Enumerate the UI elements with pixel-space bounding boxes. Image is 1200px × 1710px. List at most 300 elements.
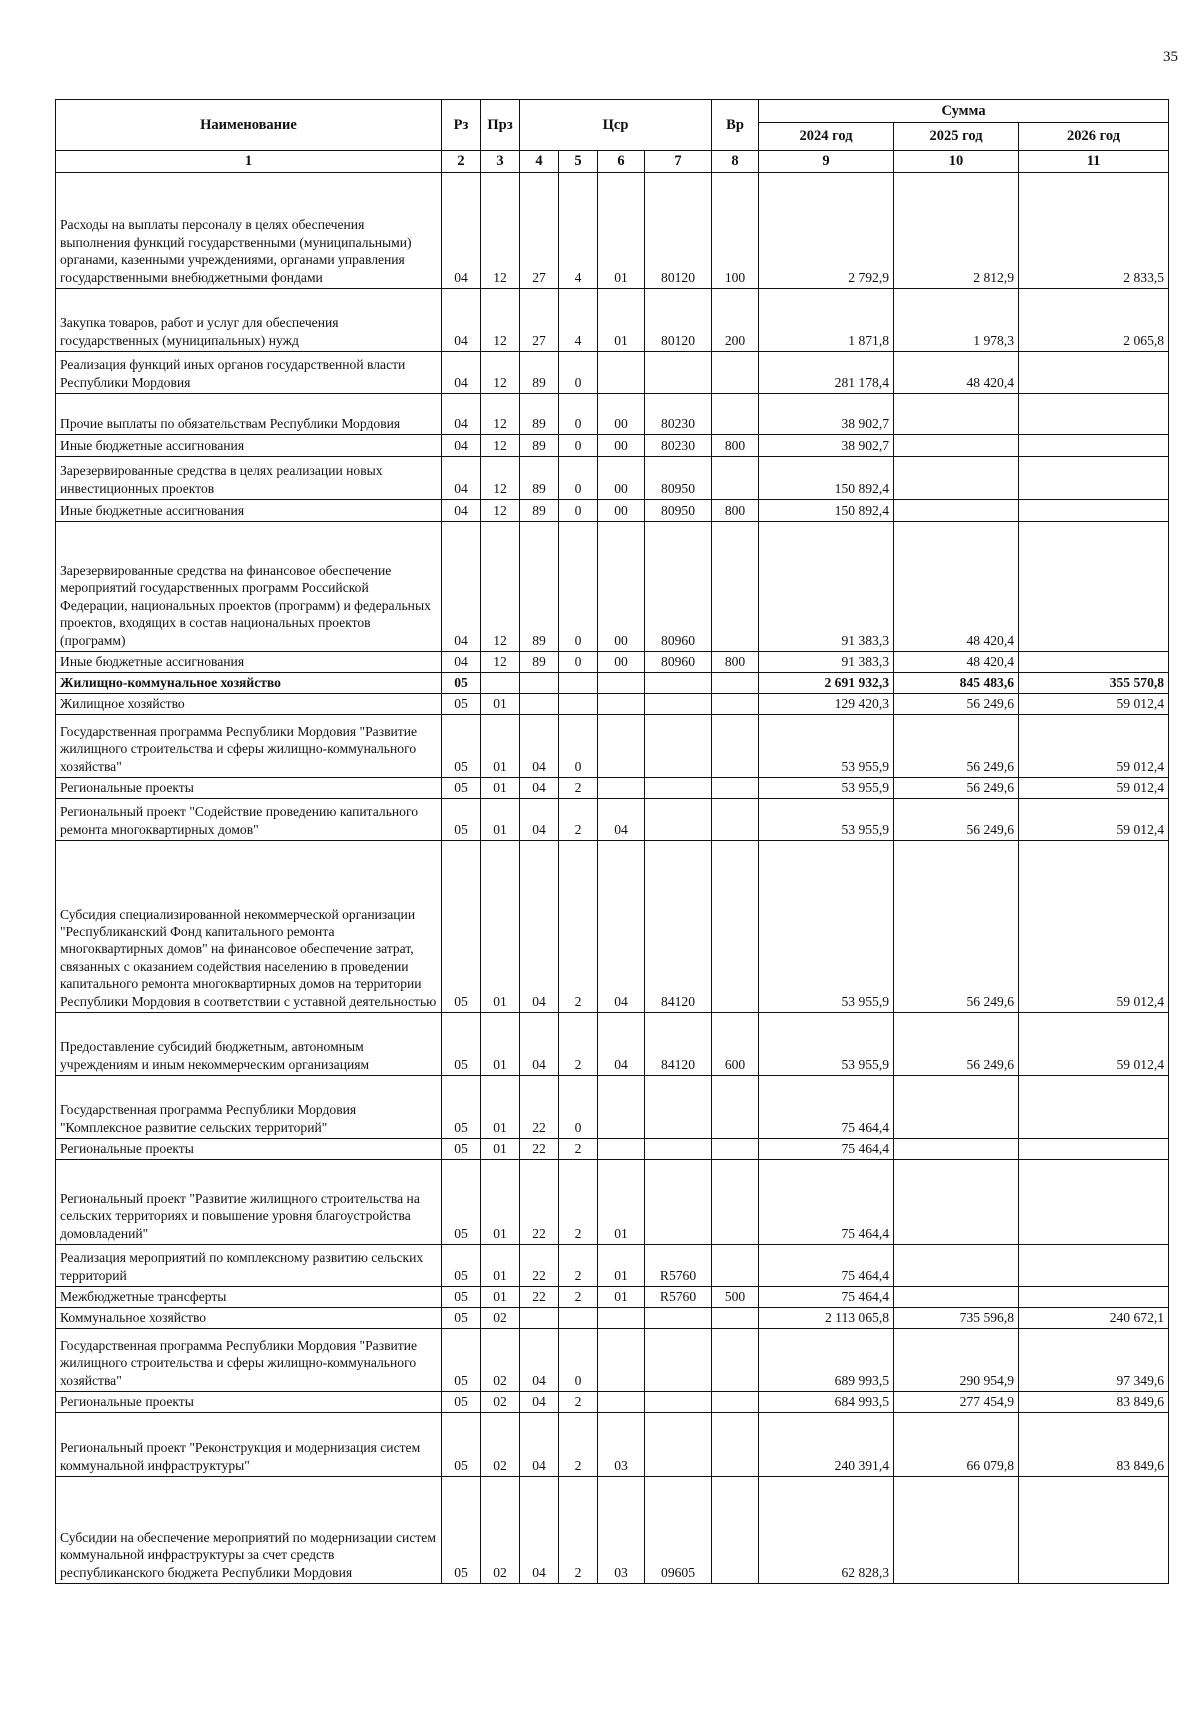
row-prz: 01 (481, 715, 520, 778)
table-row (56, 457, 1169, 500)
row-csr-subprogram (598, 1392, 645, 1413)
row-vr: 100 (712, 173, 759, 289)
row-prz: 02 (481, 1392, 520, 1413)
row-name: Региональный проект "Развитие жилищного строительства на сельских территориях и повышение уровня благоустройства домовладений" (56, 1160, 442, 1245)
header-index: 7 (645, 151, 712, 173)
row-sum-2024: 2 113 065,8 (759, 1308, 894, 1329)
row-csr-program: 22 (520, 1076, 559, 1139)
row-csr-subprogram: 03 (598, 1477, 645, 1584)
row-vr: 800 (712, 652, 759, 673)
row-name: Региональные проекты (56, 1392, 442, 1413)
row-sum-2024: 684 993,5 (759, 1392, 894, 1413)
table-row (56, 1329, 1169, 1392)
row-csr-type: 0 (559, 435, 598, 457)
row-vr (712, 1477, 759, 1584)
row-name: Жилищное хозяйство (56, 694, 442, 715)
row-vr (712, 522, 759, 652)
row-csr-direction: 80950 (645, 457, 712, 500)
row-csr-type: 0 (559, 522, 598, 652)
header-index: 10 (894, 151, 1019, 173)
row-sum-2026 (1019, 1287, 1169, 1308)
row-csr-direction: R5760 (645, 1245, 712, 1287)
row-csr-type: 2 (559, 799, 598, 841)
row-name: Расходы на выплаты персоналу в целях обеспечения выполнения функций государственными (муниципальными) органами, казенными учреждениями, органами управления государственными внебюджетными фондами (56, 173, 442, 289)
row-csr-subprogram: 04 (598, 1013, 645, 1076)
row-sum-2025 (894, 457, 1019, 500)
row-sum-2025: 56 249,6 (894, 841, 1019, 1013)
row-csr-direction (645, 1076, 712, 1139)
row-name: Прочие выплаты по обязательствам Республики Мордовия (56, 394, 442, 435)
row-csr-subprogram: 00 (598, 394, 645, 435)
table-row (56, 841, 1169, 1013)
row-csr-program: 22 (520, 1139, 559, 1160)
row-csr-direction: 80120 (645, 173, 712, 289)
row-name: Субсидия специализированной некоммерческой организации "Республиканский Фонд капитального ремонта многоквартирных домов" на финансовое обеспечение затрат, связанных с оказанием содействия населению в проведении капитального ремонта многоквартирных домов на территории Республики Мордовия в соответствии с уставной деятельностью (56, 841, 442, 1013)
row-csr-direction (645, 1413, 712, 1477)
row-vr: 500 (712, 1287, 759, 1308)
table-row (56, 778, 1169, 799)
row-sum-2024: 53 955,9 (759, 799, 894, 841)
row-name: Иные бюджетные ассигнования (56, 500, 442, 522)
row-sum-2026: 59 012,4 (1019, 778, 1169, 799)
row-rz: 05 (442, 694, 481, 715)
row-sum-2026: 2 833,5 (1019, 173, 1169, 289)
row-sum-2024: 91 383,3 (759, 652, 894, 673)
row-csr-direction: 80950 (645, 500, 712, 522)
row-csr-type: 2 (559, 1245, 598, 1287)
row-name: Государственная программа Республики Мордовия "Развитие жилищного строительства и сферы жилищно-коммунального хозяйства" (56, 1329, 442, 1392)
row-vr (712, 1392, 759, 1413)
row-sum-2025: 277 454,9 (894, 1392, 1019, 1413)
table-row (56, 694, 1169, 715)
row-sum-2024: 38 902,7 (759, 435, 894, 457)
row-sum-2026: 59 012,4 (1019, 1013, 1169, 1076)
row-sum-2025: 48 420,4 (894, 522, 1019, 652)
row-csr-subprogram: 01 (598, 289, 645, 352)
row-sum-2024: 689 993,5 (759, 1329, 894, 1392)
row-csr-program: 04 (520, 1392, 559, 1413)
row-csr-direction (645, 1329, 712, 1392)
row-csr-type: 0 (559, 1329, 598, 1392)
table-row (56, 1392, 1169, 1413)
header-vr: Вр (712, 100, 759, 151)
row-csr-type (559, 1308, 598, 1329)
table-row (56, 1245, 1169, 1287)
row-csr-subprogram: 04 (598, 841, 645, 1013)
row-sum-2025 (894, 435, 1019, 457)
row-sum-2025: 290 954,9 (894, 1329, 1019, 1392)
row-csr-program: 89 (520, 394, 559, 435)
row-rz: 05 (442, 1392, 481, 1413)
row-sum-2026 (1019, 500, 1169, 522)
row-csr-direction (645, 1308, 712, 1329)
row-sum-2024: 91 383,3 (759, 522, 894, 652)
header-index: 5 (559, 151, 598, 173)
row-name: Государственная программа Республики Мордовия "Развитие жилищного строительства и сферы жилищно-коммунального хозяйства" (56, 715, 442, 778)
row-prz: 12 (481, 173, 520, 289)
row-vr (712, 1245, 759, 1287)
row-sum-2026 (1019, 435, 1169, 457)
row-rz: 04 (442, 352, 481, 394)
row-sum-2024: 2 691 932,3 (759, 673, 894, 694)
row-sum-2025: 48 420,4 (894, 352, 1019, 394)
row-sum-2024: 53 955,9 (759, 715, 894, 778)
row-vr (712, 778, 759, 799)
header-index: 11 (1019, 151, 1169, 173)
row-name: Государственная программа Республики Мордовия "Комплексное развитие сельских территорий" (56, 1076, 442, 1139)
row-sum-2024: 75 464,4 (759, 1287, 894, 1308)
row-csr-subprogram (598, 1076, 645, 1139)
row-sum-2024: 75 464,4 (759, 1160, 894, 1245)
row-csr-type: 0 (559, 715, 598, 778)
row-csr-subprogram: 01 (598, 1245, 645, 1287)
table-row (56, 394, 1169, 435)
header-index: 4 (520, 151, 559, 173)
row-name: Субсидии на обеспечение мероприятий по модернизации систем коммунальной инфраструктуры за счет средств республиканского бюджета Республики Мордовия (56, 1477, 442, 1584)
row-sum-2026 (1019, 1245, 1169, 1287)
row-prz: 02 (481, 1308, 520, 1329)
table-body (56, 173, 1169, 1584)
table-row (56, 799, 1169, 841)
row-vr (712, 1076, 759, 1139)
row-name: Региональные проекты (56, 778, 442, 799)
row-csr-program: 27 (520, 289, 559, 352)
row-csr-direction: 80960 (645, 652, 712, 673)
row-csr-subprogram (598, 352, 645, 394)
table-row (56, 652, 1169, 673)
row-csr-program: 89 (520, 457, 559, 500)
table-row (56, 173, 1169, 289)
header-name: Наименование (56, 100, 442, 151)
row-csr-type: 2 (559, 1477, 598, 1584)
row-rz: 05 (442, 1013, 481, 1076)
row-csr-subprogram (598, 1308, 645, 1329)
row-csr-subprogram: 00 (598, 457, 645, 500)
header-year-2024: 2024 год (759, 123, 894, 151)
row-sum-2024: 240 391,4 (759, 1413, 894, 1477)
page-number: 35 (1163, 49, 1178, 65)
row-sum-2024: 1 871,8 (759, 289, 894, 352)
row-rz: 04 (442, 500, 481, 522)
row-sum-2025: 1 978,3 (894, 289, 1019, 352)
row-vr (712, 1329, 759, 1392)
row-sum-2026 (1019, 352, 1169, 394)
row-csr-type: 2 (559, 1160, 598, 1245)
row-prz: 12 (481, 652, 520, 673)
row-sum-2026: 59 012,4 (1019, 799, 1169, 841)
table-row (56, 522, 1169, 652)
table-row (56, 500, 1169, 522)
row-csr-program: 04 (520, 799, 559, 841)
header-year-2026: 2026 год (1019, 123, 1169, 151)
header-index-row (56, 151, 1169, 173)
row-csr-program: 04 (520, 1477, 559, 1584)
row-vr: 600 (712, 1013, 759, 1076)
row-csr-type: 0 (559, 500, 598, 522)
row-sum-2025: 56 249,6 (894, 715, 1019, 778)
row-sum-2025: 845 483,6 (894, 673, 1019, 694)
row-csr-direction: 09605 (645, 1477, 712, 1584)
row-rz: 05 (442, 778, 481, 799)
row-csr-program: 89 (520, 500, 559, 522)
row-rz: 05 (442, 1160, 481, 1245)
row-sum-2025 (894, 1139, 1019, 1160)
table-row (56, 673, 1169, 694)
row-csr-direction (645, 673, 712, 694)
row-sum-2025 (894, 1287, 1019, 1308)
row-prz: 02 (481, 1477, 520, 1584)
row-rz: 04 (442, 289, 481, 352)
row-prz: 02 (481, 1329, 520, 1392)
row-csr-subprogram: 00 (598, 652, 645, 673)
row-rz: 05 (442, 799, 481, 841)
row-csr-program (520, 694, 559, 715)
row-sum-2024: 53 955,9 (759, 841, 894, 1013)
header-index: 6 (598, 151, 645, 173)
row-sum-2025: 56 249,6 (894, 1013, 1019, 1076)
row-csr-subprogram: 04 (598, 799, 645, 841)
header-index: 8 (712, 151, 759, 173)
row-prz: 01 (481, 1076, 520, 1139)
row-csr-direction: R5760 (645, 1287, 712, 1308)
row-sum-2026: 240 672,1 (1019, 1308, 1169, 1329)
row-sum-2025 (894, 1245, 1019, 1287)
row-sum-2025: 735 596,8 (894, 1308, 1019, 1329)
row-csr-direction (645, 352, 712, 394)
row-prz (481, 673, 520, 694)
row-prz: 12 (481, 352, 520, 394)
row-sum-2026: 59 012,4 (1019, 841, 1169, 1013)
row-rz: 05 (442, 1139, 481, 1160)
row-sum-2026 (1019, 1076, 1169, 1139)
row-vr (712, 841, 759, 1013)
row-name: Жилищно-коммунальное хозяйство (56, 673, 442, 694)
row-csr-type: 4 (559, 289, 598, 352)
row-csr-subprogram: 01 (598, 1287, 645, 1308)
row-sum-2026: 83 849,6 (1019, 1413, 1169, 1477)
header-index: 2 (442, 151, 481, 173)
row-sum-2026 (1019, 457, 1169, 500)
row-sum-2026 (1019, 652, 1169, 673)
budget-table (55, 99, 1169, 1584)
row-sum-2025: 56 249,6 (894, 778, 1019, 799)
row-name: Зарезервированные средства на финансовое обеспечение мероприятий государственных программ Российской Федерации, национальных проектов (программ) и федеральных проектов, входящих в состав национальных проектов (программ) (56, 522, 442, 652)
row-prz: 01 (481, 778, 520, 799)
row-csr-subprogram: 01 (598, 1160, 645, 1245)
row-csr-program: 04 (520, 1413, 559, 1477)
row-vr (712, 673, 759, 694)
table-row (56, 352, 1169, 394)
row-vr: 800 (712, 500, 759, 522)
row-csr-program (520, 673, 559, 694)
row-csr-direction: 80120 (645, 289, 712, 352)
row-rz: 05 (442, 1245, 481, 1287)
table-row (56, 1308, 1169, 1329)
row-csr-program: 22 (520, 1245, 559, 1287)
table-header (56, 100, 1169, 173)
header-sum: Сумма (759, 100, 1169, 123)
row-csr-type (559, 673, 598, 694)
row-csr-type: 2 (559, 841, 598, 1013)
row-vr (712, 352, 759, 394)
row-sum-2024: 75 464,4 (759, 1139, 894, 1160)
row-sum-2025: 56 249,6 (894, 694, 1019, 715)
row-rz: 05 (442, 1477, 481, 1584)
row-vr (712, 715, 759, 778)
table-row (56, 289, 1169, 352)
row-csr-type: 0 (559, 457, 598, 500)
row-sum-2024: 53 955,9 (759, 778, 894, 799)
table-row (56, 1413, 1169, 1477)
row-csr-program: 89 (520, 352, 559, 394)
table-row (56, 1013, 1169, 1076)
header-csr: Цср (520, 100, 712, 151)
row-sum-2024: 2 792,9 (759, 173, 894, 289)
row-name: Региональный проект "Реконструкция и модернизация систем коммунальной инфраструктуры" (56, 1413, 442, 1477)
row-csr-direction (645, 694, 712, 715)
row-rz: 05 (442, 1287, 481, 1308)
row-csr-type: 2 (559, 1392, 598, 1413)
row-rz: 05 (442, 1413, 481, 1477)
row-sum-2026: 59 012,4 (1019, 715, 1169, 778)
row-csr-program: 22 (520, 1160, 559, 1245)
row-sum-2024: 75 464,4 (759, 1076, 894, 1139)
row-vr (712, 1308, 759, 1329)
row-sum-2025 (894, 1477, 1019, 1584)
row-csr-direction (645, 1392, 712, 1413)
row-vr (712, 394, 759, 435)
row-rz: 04 (442, 652, 481, 673)
row-sum-2026: 2 065,8 (1019, 289, 1169, 352)
row-sum-2025: 66 079,8 (894, 1413, 1019, 1477)
row-prz: 12 (481, 457, 520, 500)
row-sum-2025: 56 249,6 (894, 799, 1019, 841)
row-csr-type: 2 (559, 1287, 598, 1308)
row-sum-2024: 150 892,4 (759, 457, 894, 500)
row-rz: 05 (442, 673, 481, 694)
row-sum-2024: 53 955,9 (759, 1013, 894, 1076)
table-row (56, 1477, 1169, 1584)
row-csr-program: 89 (520, 522, 559, 652)
row-name: Межбюджетные трансферты (56, 1287, 442, 1308)
row-sum-2024: 150 892,4 (759, 500, 894, 522)
row-csr-direction: 80230 (645, 394, 712, 435)
row-prz: 01 (481, 1160, 520, 1245)
row-prz: 01 (481, 694, 520, 715)
row-rz: 05 (442, 715, 481, 778)
row-csr-subprogram (598, 715, 645, 778)
row-vr (712, 1160, 759, 1245)
row-vr (712, 1139, 759, 1160)
row-prz: 12 (481, 289, 520, 352)
row-sum-2025 (894, 394, 1019, 435)
row-csr-program: 04 (520, 1013, 559, 1076)
row-csr-direction: 84120 (645, 841, 712, 1013)
row-name: Зарезервированные средства в целях реализации новых инвестиционных проектов (56, 457, 442, 500)
row-csr-direction: 80230 (645, 435, 712, 457)
row-prz: 02 (481, 1413, 520, 1477)
row-csr-subprogram (598, 694, 645, 715)
row-csr-program: 89 (520, 435, 559, 457)
table-row (56, 715, 1169, 778)
row-csr-type: 0 (559, 352, 598, 394)
row-name: Региональные проекты (56, 1139, 442, 1160)
row-name: Предоставление субсидий бюджетным, автономным учреждениям и иным некоммерческим организациям (56, 1013, 442, 1076)
row-rz: 04 (442, 522, 481, 652)
row-rz: 04 (442, 173, 481, 289)
row-prz: 12 (481, 394, 520, 435)
row-csr-direction (645, 799, 712, 841)
header-index: 9 (759, 151, 894, 173)
row-sum-2026 (1019, 1477, 1169, 1584)
row-sum-2024: 38 902,7 (759, 394, 894, 435)
header-index: 1 (56, 151, 442, 173)
row-csr-direction (645, 715, 712, 778)
row-prz: 12 (481, 500, 520, 522)
row-csr-direction: 80960 (645, 522, 712, 652)
row-sum-2026: 83 849,6 (1019, 1392, 1169, 1413)
row-name: Коммунальное хозяйство (56, 1308, 442, 1329)
row-csr-subprogram (598, 673, 645, 694)
table-row (56, 435, 1169, 457)
row-vr: 200 (712, 289, 759, 352)
row-csr-program: 04 (520, 715, 559, 778)
row-rz: 04 (442, 435, 481, 457)
row-sum-2025 (894, 1076, 1019, 1139)
row-csr-program (520, 1308, 559, 1329)
row-vr (712, 694, 759, 715)
row-csr-type: 2 (559, 778, 598, 799)
row-prz: 01 (481, 1013, 520, 1076)
row-csr-subprogram: 00 (598, 500, 645, 522)
row-csr-type: 2 (559, 1013, 598, 1076)
row-sum-2024: 129 420,3 (759, 694, 894, 715)
row-sum-2026 (1019, 1160, 1169, 1245)
row-csr-direction (645, 778, 712, 799)
row-prz: 01 (481, 799, 520, 841)
row-csr-program: 04 (520, 1329, 559, 1392)
row-sum-2026 (1019, 394, 1169, 435)
row-csr-type: 4 (559, 173, 598, 289)
row-csr-subprogram: 03 (598, 1413, 645, 1477)
row-sum-2026 (1019, 1139, 1169, 1160)
header-year-2025: 2025 год (894, 123, 1019, 151)
header-prz: Прз (481, 100, 520, 151)
row-csr-type: 0 (559, 1076, 598, 1139)
row-csr-program: 89 (520, 652, 559, 673)
row-csr-direction (645, 1160, 712, 1245)
row-csr-subprogram (598, 778, 645, 799)
table-row (56, 1076, 1169, 1139)
row-sum-2026: 97 349,6 (1019, 1329, 1169, 1392)
row-csr-type: 0 (559, 394, 598, 435)
row-sum-2026: 59 012,4 (1019, 694, 1169, 715)
table-row (56, 1160, 1169, 1245)
row-rz: 05 (442, 1076, 481, 1139)
row-csr-direction: 84120 (645, 1013, 712, 1076)
row-rz: 04 (442, 457, 481, 500)
row-csr-type: 2 (559, 1139, 598, 1160)
row-csr-program: 22 (520, 1287, 559, 1308)
row-name: Иные бюджетные ассигнования (56, 435, 442, 457)
row-sum-2026: 355 570,8 (1019, 673, 1169, 694)
row-csr-subprogram: 00 (598, 522, 645, 652)
header-index: 3 (481, 151, 520, 173)
row-rz: 05 (442, 1329, 481, 1392)
row-csr-subprogram (598, 1329, 645, 1392)
row-name: Закупка товаров, работ и услуг для обеспечения государственных (муниципальных) нужд (56, 289, 442, 352)
row-rz: 05 (442, 841, 481, 1013)
